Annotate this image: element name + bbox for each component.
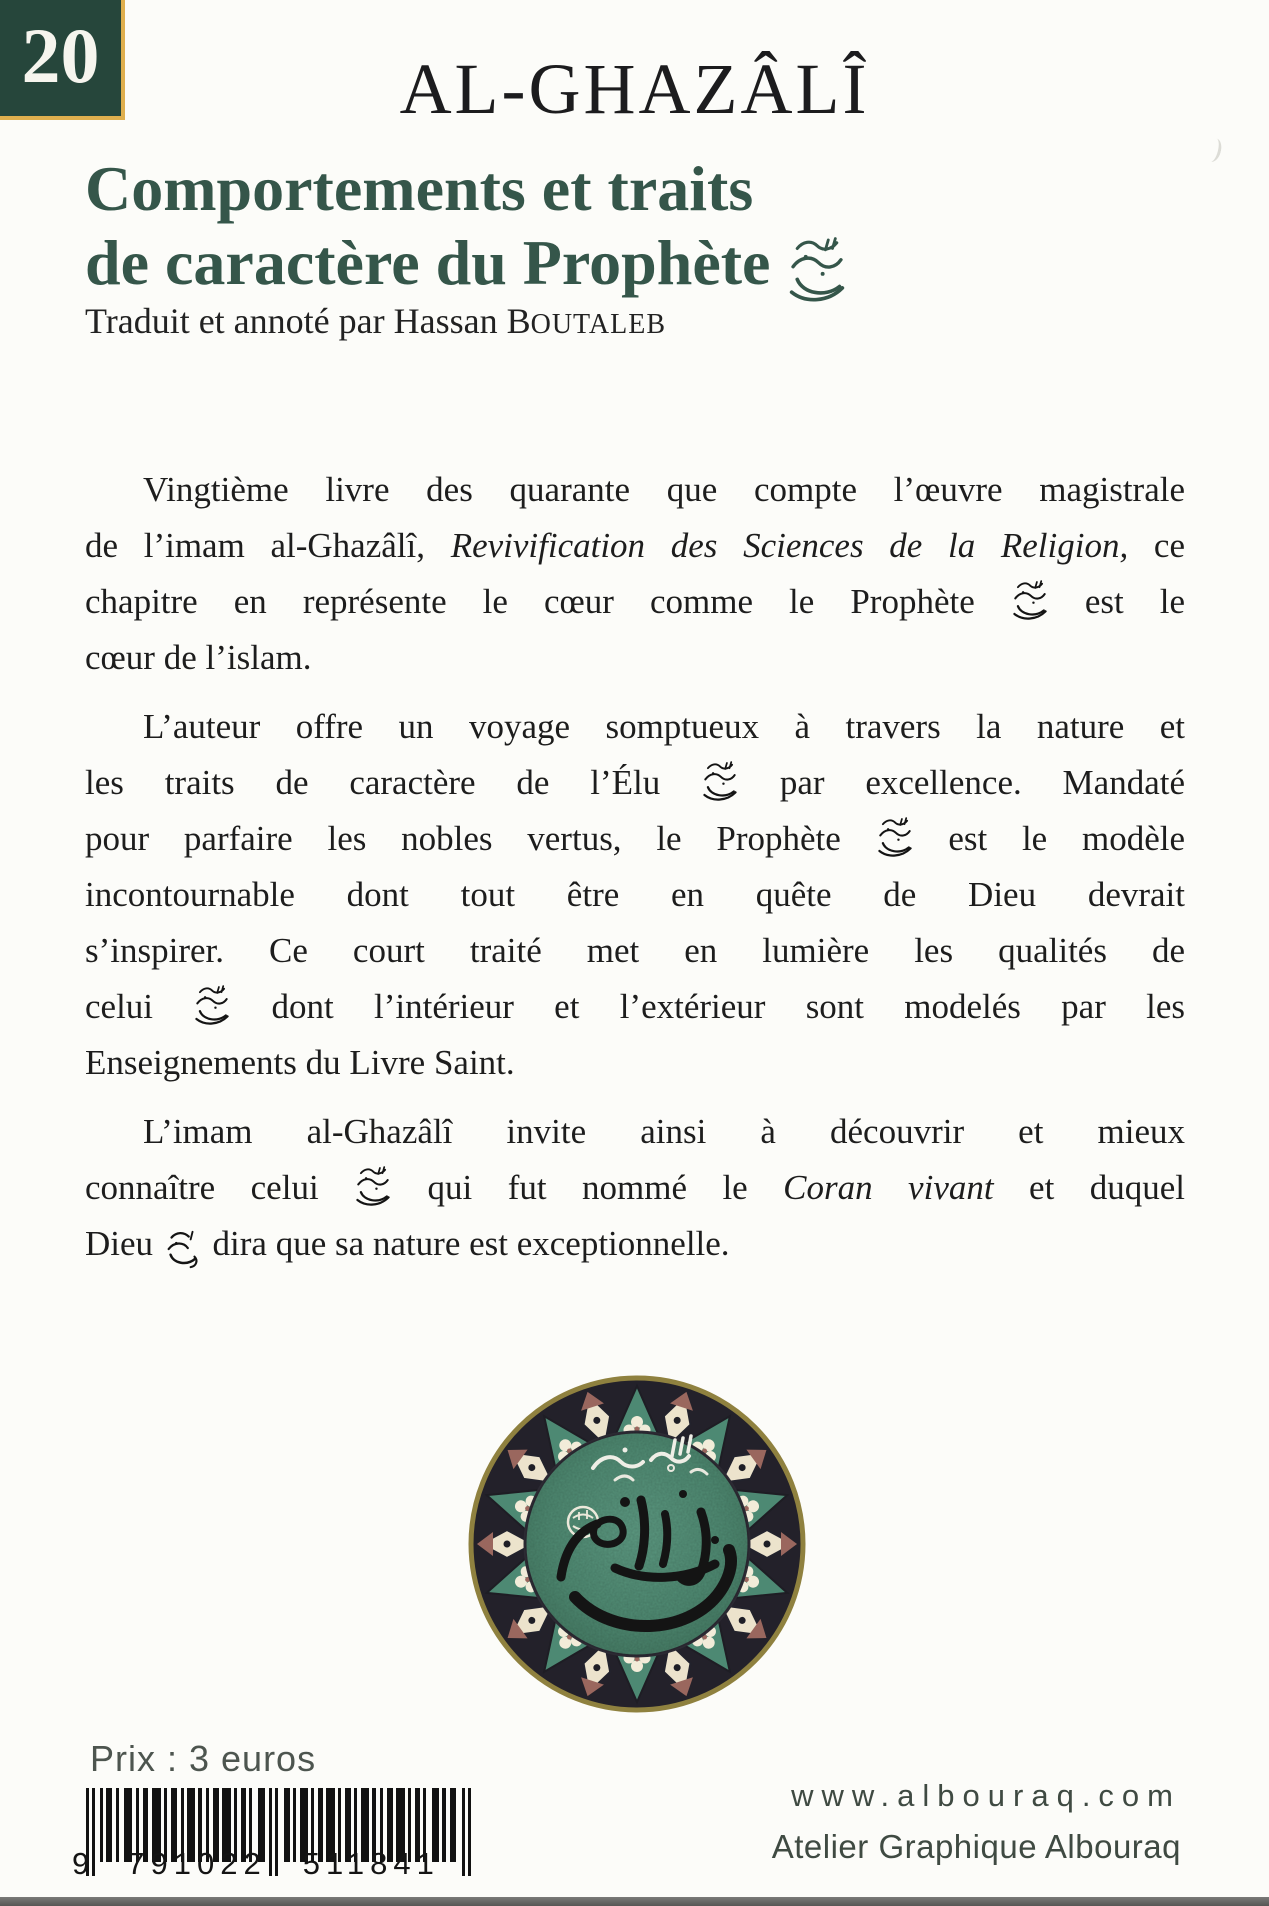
- text-segment: qui fut nommé le: [392, 1168, 784, 1207]
- book-title: [85, 152, 848, 314]
- text-segment: Revivification des Sciences de la Religion,: [450, 526, 1129, 565]
- body-line: [85, 1160, 1185, 1216]
- photo-edge: [0, 1897, 1269, 1906]
- barcode-digits-left: 791022: [127, 1846, 267, 1881]
- saw-honorific-icon: [354, 1164, 392, 1210]
- body-line: [85, 867, 1185, 923]
- text-segment: et duquel: [993, 1168, 1185, 1207]
- barcode-digits-right: 511841: [302, 1846, 440, 1881]
- barcode-digits: [72, 1846, 492, 1882]
- text-segment: Enseignements du Livre Saint.: [85, 1043, 515, 1082]
- publisher-studio: Atelier Graphique Albouraq: [771, 1828, 1181, 1865]
- text-segment: incontournable dont tout être en quête de Dieu devrait: [85, 875, 1185, 914]
- publisher-block: [772, 1778, 1181, 1866]
- text-segment: pour parfaire les nobles vertus, le Prophète: [85, 819, 876, 858]
- text-segment: cœur de l’islam.: [85, 638, 312, 677]
- body-line: [85, 811, 1185, 867]
- price-label: Prix : 3 euros: [90, 1738, 317, 1779]
- body-line: [85, 755, 1185, 811]
- book-title-line2-text: de caractère du Prophète: [85, 227, 771, 298]
- barcode-digit-first: 9: [72, 1846, 94, 1881]
- text-segment: chapitre en représente le cœur comme le Prophète: [85, 582, 1011, 621]
- byline-initial: B: [506, 301, 531, 341]
- text-segment: de l’imam al-Ghazâlî,: [85, 526, 451, 565]
- body-line: [85, 1104, 1185, 1160]
- text-segment: s’inspirer. Ce court traité met en lumière les qualités de: [85, 931, 1185, 970]
- saw-honorific-icon: [876, 815, 914, 861]
- body-line: [85, 462, 1185, 518]
- text-segment: dira que sa nature est exceptionnelle.: [203, 1224, 730, 1263]
- saw-honorific-icon: [701, 759, 739, 805]
- scan-artifact: [1203, 137, 1223, 164]
- translator-byline: [85, 300, 666, 342]
- author-name: AL-GHAZÂLÎ: [399, 49, 870, 129]
- series-number: 20: [21, 12, 100, 99]
- text-segment: connaître celui: [85, 1168, 355, 1207]
- byline-prefix: Traduit et annoté par Hassan: [85, 301, 507, 341]
- publisher-website: www.albouraq.com: [791, 1778, 1181, 1813]
- text-segment: Dieu: [85, 1224, 162, 1263]
- text-segment: par excellence. Mandaté: [739, 763, 1185, 802]
- back-cover-text: [85, 462, 1185, 1285]
- saw-honorific-icon: [193, 983, 231, 1029]
- body-line: [85, 630, 1185, 686]
- body-line: [85, 979, 1185, 1035]
- body-line: [85, 574, 1185, 630]
- body-line: [85, 1035, 1185, 1091]
- text-segment: L’auteur offre un voyage somptueux à travers la nature et: [143, 707, 1185, 746]
- text-segment: L’imam al-Ghazâlî invite ainsi à découvrir et mieux: [143, 1112, 1185, 1151]
- paragraph: [85, 699, 1185, 1091]
- paragraph: [85, 462, 1185, 686]
- saw-honorific-icon: [786, 228, 848, 314]
- body-line: [85, 1216, 1185, 1272]
- text-segment: Coran vivant: [783, 1168, 994, 1207]
- text-segment: les traits de caractère de l’Élu: [85, 763, 702, 802]
- body-line: [85, 923, 1185, 979]
- text-segment: ce: [1128, 526, 1185, 565]
- text-segment: dont l’intérieur et l’extérieur sont modelés par les: [231, 987, 1185, 1026]
- text-segment: celui: [85, 987, 194, 1026]
- byline-surname: OUTALEB: [530, 309, 666, 340]
- book-title-line1: Comportements et traits: [85, 153, 754, 224]
- text-segment: est le: [1048, 582, 1186, 621]
- medallion-ornament: [465, 1372, 809, 1716]
- text-segment: est le modèle: [913, 819, 1186, 858]
- body-line: [85, 518, 1185, 574]
- text-segment: Vingtième livre des quarante que compte l’œuvre magistrale: [143, 470, 1185, 509]
- body-line: [85, 699, 1185, 755]
- azw-honorific-icon: [162, 1228, 204, 1270]
- saw-honorific-icon: [1011, 578, 1049, 624]
- paragraph: [85, 1104, 1185, 1272]
